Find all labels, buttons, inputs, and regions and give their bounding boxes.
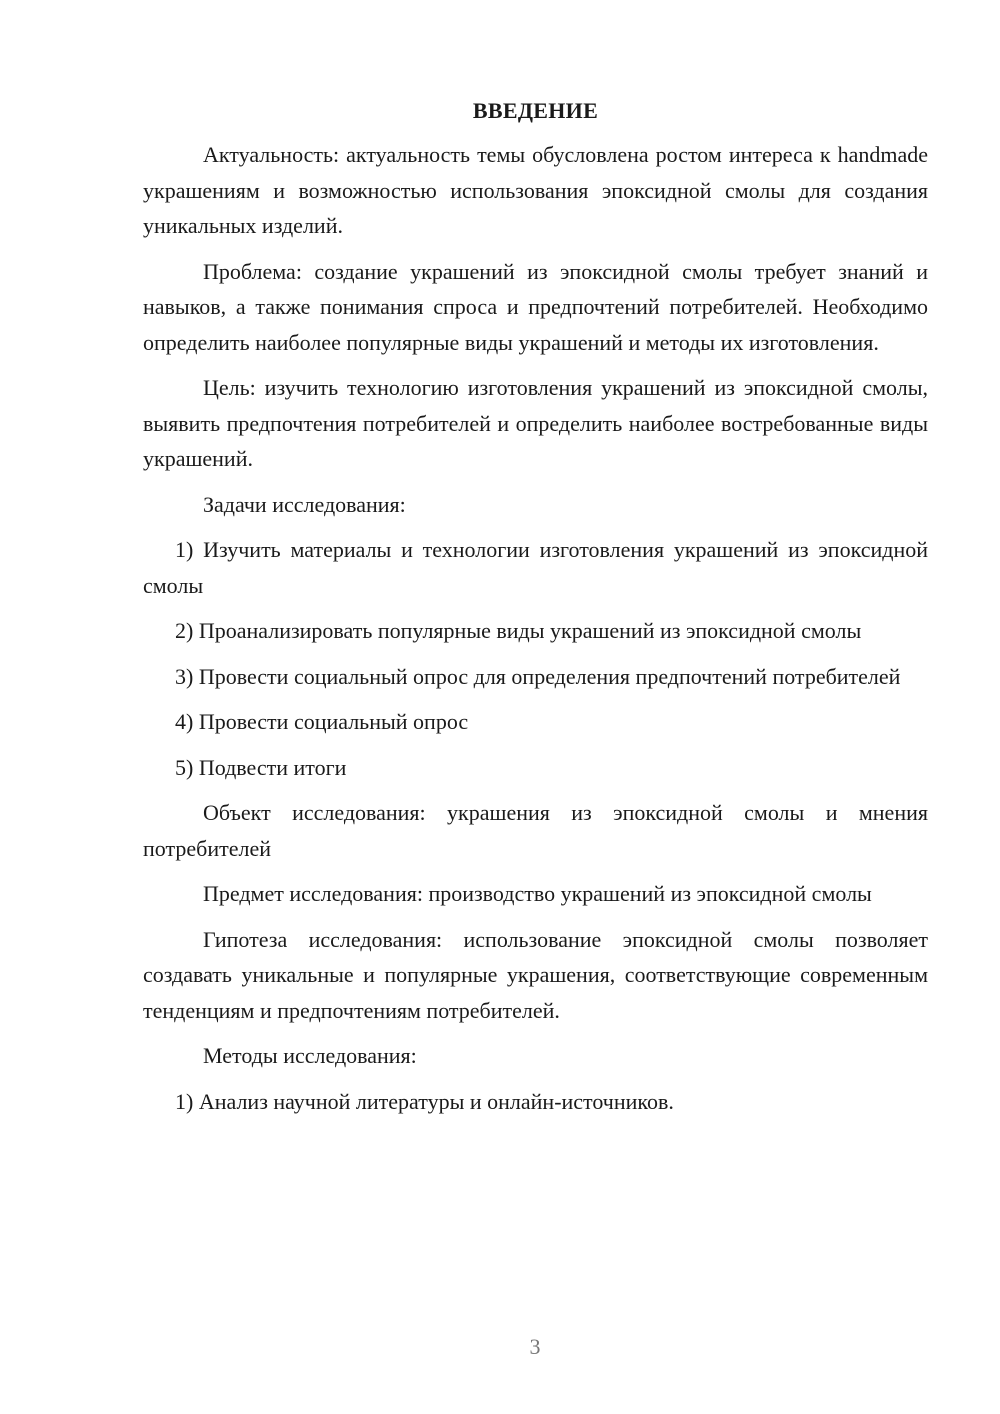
tasks-heading: Задачи исследования: (203, 491, 406, 517)
paragraph-hypothesis: Гипотеза исследования: использование эпоксидной смолы позволяет создавать уникальные и популярные украшения, соответствующие современным тенденциям и предпочтениям потребителей. (143, 926, 928, 1023)
paragraph-object: Объект исследования: украшения из эпоксидной смолы и мнения потребителей (143, 800, 928, 861)
task-item-3: 3) Провести социальный опрос для определения предпочтений потребителей (175, 663, 901, 689)
task-item-4: 4) Провести социальный опрос (175, 709, 469, 734)
task-item-1: 1) Изучить материалы и технологии изготовления украшений из эпоксидной смолы (143, 537, 928, 598)
task-item-2: 2) Проанализировать популярные виды украшений из эпоксидной смолы (175, 618, 862, 643)
page-content (143, 97, 928, 1129)
paragraph-relevance: Актуальность: актуальность темы обусловлена ростом интереса к handmade украшениям и возможностью использования эпоксидной смолы для создания уникальных изделий. (143, 142, 928, 238)
page-title: ВВЕДЕНИЕ (472, 98, 599, 123)
page-number: 3 (529, 1334, 541, 1359)
method-item-1: 1) Анализ научной литературы и онлайн-источников. (175, 1088, 674, 1114)
task-item-5: 5) Подвести итоги (175, 754, 347, 780)
methods-heading: Методы исследования: (203, 1043, 417, 1068)
paragraph-subject: Предмет исследования: производство украшений из эпоксидной смолы (203, 881, 872, 906)
paragraph-goal: Цель: изучить технологию изготовления украшений из эпоксидной смолы, выявить предпочтения потребителей и определить наиболее востребованные виды украшений. (143, 375, 928, 471)
paragraph-problem: Проблема: создание украшений из эпоксидной смолы требует знаний и навыков, а также понимания спроса и предпочтений потребителей. Необходимо определить наиболее популярные виды украшений и методы их изготовления. (143, 258, 928, 355)
